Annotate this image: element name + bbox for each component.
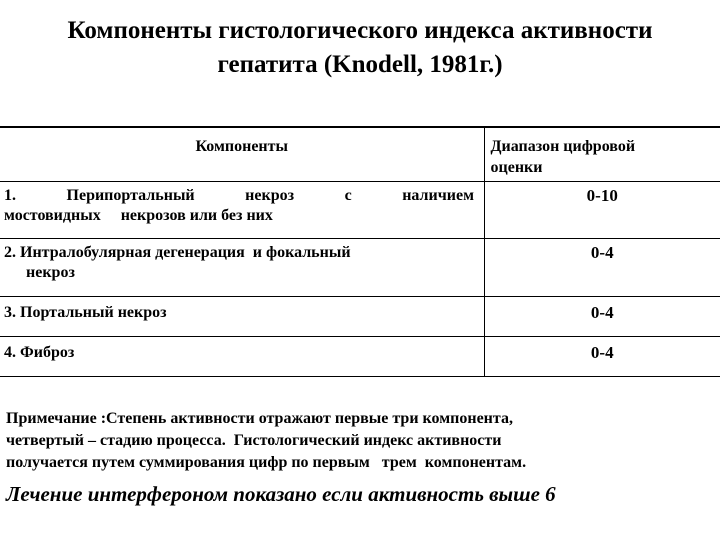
range-value: 0-4: [484, 238, 720, 296]
title-line-2: гепатита (Knodell, 1981г.): [217, 51, 503, 78]
table-row: [0, 336, 720, 376]
component-cell: [0, 296, 484, 336]
component-line-1: 3. Портальный некроз: [4, 303, 167, 321]
header-range: [484, 127, 720, 181]
component-line-1: 2. Интралобулярная дегенерация и фокальный: [4, 243, 351, 261]
note-line-2: четвертый – стадию процесса. Гистологический индекс активности: [6, 432, 502, 449]
header-components: Компоненты: [0, 127, 484, 181]
component-line-1: 4. Фиброз: [4, 343, 75, 361]
table-header-row: [0, 127, 720, 181]
treatment-statement: Лечение интерфероном показано если активность выше 6: [6, 482, 556, 506]
table-row: [0, 181, 720, 238]
knodell-index-table: [0, 126, 720, 377]
component-line-2: некроз: [26, 263, 75, 281]
table-row: [0, 296, 720, 336]
component-line-1: [4, 186, 474, 206]
component-word: некроз: [245, 186, 295, 204]
header-range-line-1: Диапазон цифровой: [490, 138, 636, 155]
component-line-2: мостовидных некрозов или без них: [4, 206, 273, 224]
component-word: Перипортальный: [66, 186, 195, 204]
range-value: 0-4: [484, 336, 720, 376]
table-row: [0, 238, 720, 296]
component-word: наличием: [402, 186, 474, 204]
page-title: [0, 14, 720, 82]
component-cell: [0, 181, 484, 238]
component-word: 1.: [4, 186, 16, 204]
note-line-3: получается путем суммирования цифр по первым трем компонентам.: [6, 454, 527, 471]
header-range-line-2: оценки: [490, 159, 543, 176]
note-line-1: Примечание :Степень активности отражают первые три компонента,: [6, 410, 513, 427]
range-value: 0-4: [484, 296, 720, 336]
range-value: 0-10: [484, 181, 720, 238]
title-line-1: Компоненты гистологического индекса активности: [67, 17, 653, 44]
component-word: с: [344, 186, 352, 204]
component-cell: [0, 238, 484, 296]
component-cell: [0, 336, 484, 376]
note-paragraph: [6, 408, 716, 474]
